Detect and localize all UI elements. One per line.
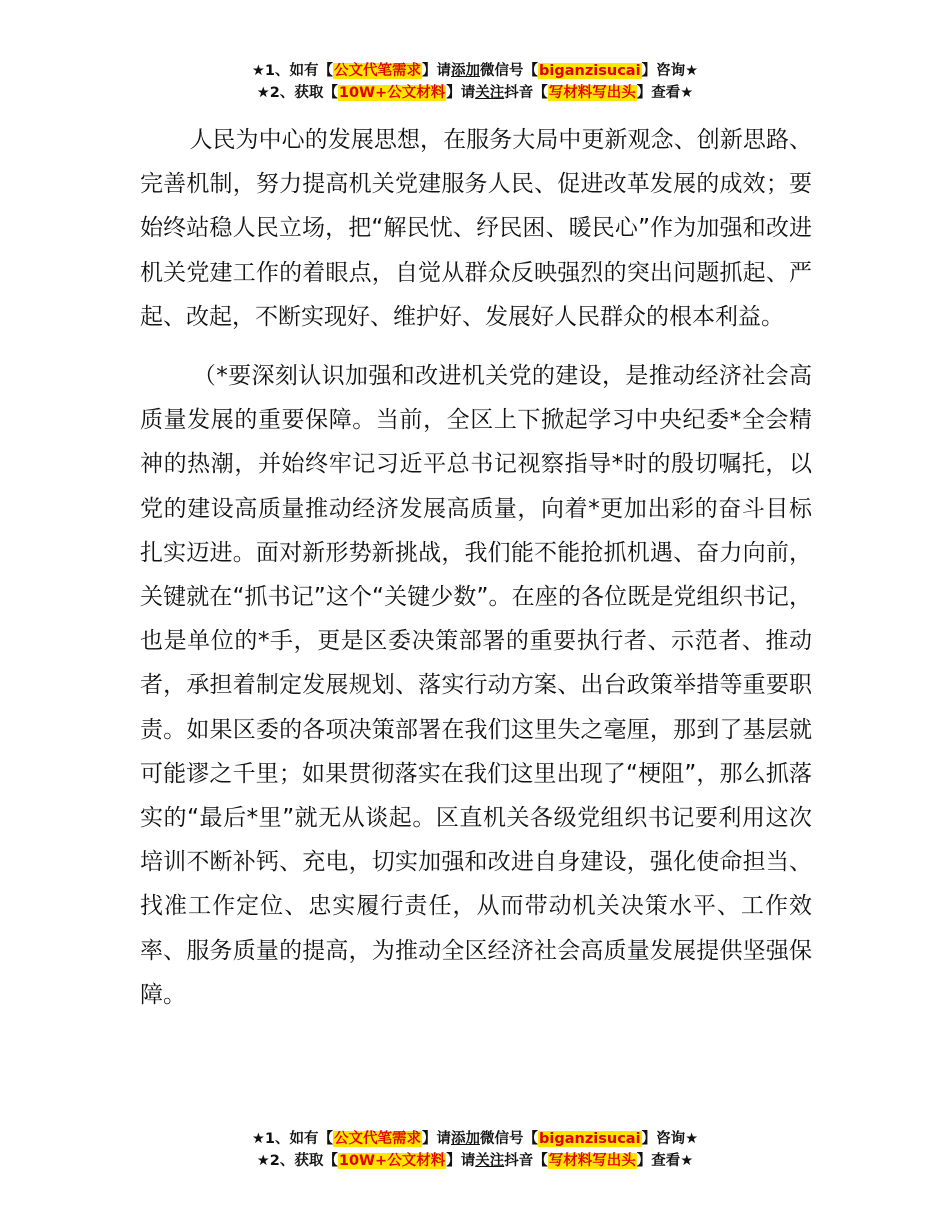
banner-text: 】请 bbox=[422, 1131, 452, 1147]
banner-text: 】咨询★ bbox=[641, 1131, 699, 1147]
banner-underline: 关注 bbox=[475, 85, 505, 101]
banner-text: ★1、如有【 bbox=[251, 1131, 334, 1147]
banner-highlight: 写材料写出头 bbox=[548, 85, 636, 101]
footer-banner bbox=[0, 1128, 950, 1172]
paragraph-1: 人民为中心的发展思想，在服务大局中更新观念、创新思路、完善机制，努力提高机关党建服务人民、促进改革发展的成效；要始终站稳人民立场，把“解民忧、纾民困、暖民心”作为加强和改进机关党建工作的着眼点，自觉从群众反映强烈的突出问题抓起、严起、改起，不断实现好、维护好、发展好人民群众的根本利益。 bbox=[140, 127, 812, 330]
banner-underline: 添加 bbox=[451, 63, 481, 79]
banner-text: ★2、获取【 bbox=[256, 85, 338, 101]
banner-text: 】请 bbox=[446, 85, 476, 101]
banner-highlight: 10W+公文材料 bbox=[338, 85, 446, 101]
banner-text: 】请 bbox=[422, 63, 452, 79]
banner-highlight: 公文代笔需求 bbox=[334, 63, 422, 79]
banner-text: 】查看★ bbox=[636, 1153, 694, 1169]
banner-line-2 bbox=[0, 1150, 950, 1172]
banner-text: 抖音【 bbox=[504, 85, 548, 101]
banner-text: 微信号【 bbox=[480, 63, 539, 79]
banner-highlight: 写材料写出头 bbox=[548, 1153, 636, 1169]
banner-highlight: biganzisucai bbox=[539, 1131, 641, 1147]
banner-text: 微信号【 bbox=[480, 1131, 539, 1147]
banner-text: 】查看★ bbox=[636, 85, 694, 101]
banner-line-1 bbox=[0, 60, 950, 82]
banner-text: 】咨询★ bbox=[641, 63, 699, 79]
banner-underline: 关注 bbox=[475, 1153, 505, 1169]
banner-text: 】请 bbox=[446, 1153, 476, 1169]
banner-highlight: 公文代笔需求 bbox=[334, 1131, 422, 1147]
document-body bbox=[140, 118, 812, 1017]
banner-text: ★1、如有【 bbox=[251, 63, 334, 79]
paragraph-2: （*要深刻认识加强和改进机关党的建设，是推动经济社会高质量发展的重要保障。当前，全区上下掀起学习中央纪委*全会精神的热潮，并始终牢记习近平总书记视察指导*时的殷切嘱托，以党的建设高质量推动经济发展高质量，向着*更加出彩的奋斗目标扎实迈进。面对新形势新挑战，我们能不能抢抓机遇、奋力向前，关键就在“抓书记”这个“关键少数”。在座的各位既是党组织书记，也是单位的*手，更是区委决策部署的重要执行者、示范者、推动者，承担着制定发展规划、落实行动方案、出台政策举措等重要职责。如果区委的各项决策部署在我们这里失之毫厘，那到了基层就可能谬之千里；如果贯彻落实在我们这里出现了“梗阻”，那么抓落实的“最后*里”就无从谈起。区直机关各级党组织书记要利用这次培训不断补钙、充电，切实加强和改进自身建设，强化使命担当、找准工作定位、忠实履行责任，从而带动机关决策水平、工作效率、服务质量的提高，为推动全区经济社会高质量发展提供坚强保障。 bbox=[140, 363, 812, 1008]
banner-text: 抖音【 bbox=[504, 1153, 548, 1169]
banner-underline: 添加 bbox=[451, 1131, 481, 1147]
banner-line-1 bbox=[0, 1128, 950, 1150]
banner-text: ★2、获取【 bbox=[256, 1153, 338, 1169]
banner-highlight: 10W+公文材料 bbox=[338, 1153, 446, 1169]
header-banner bbox=[0, 60, 950, 104]
banner-line-2 bbox=[0, 82, 950, 104]
banner-highlight: biganzisucai bbox=[539, 63, 641, 79]
